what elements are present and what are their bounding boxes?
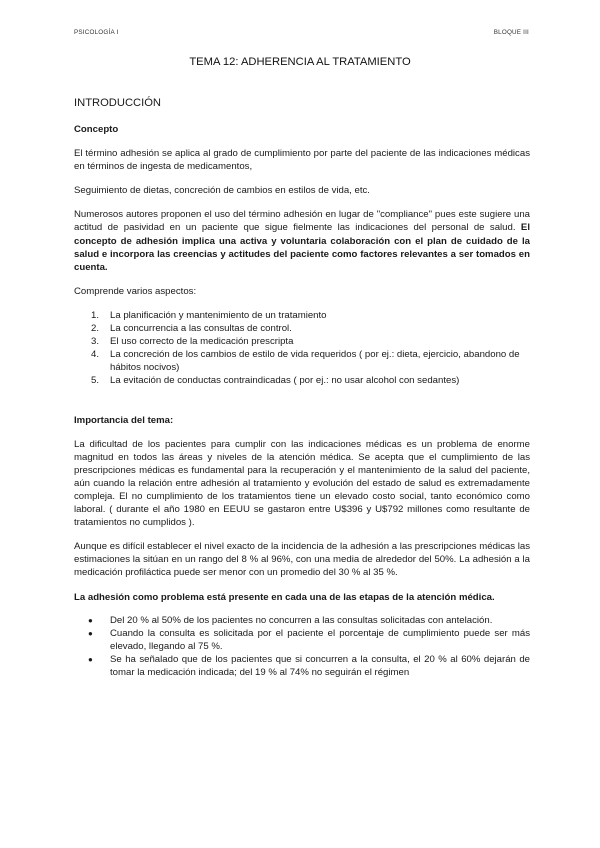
aspects-list: [74, 309, 530, 388]
list-item-text: El uso correcto de la medicación prescripta: [110, 336, 294, 348]
list-item: [74, 309, 530, 322]
list-number: 5.: [91, 375, 100, 387]
list-item-text: La planificación y mantenimiento de un tratamiento: [110, 309, 327, 321]
page-title: TEMA 12: ADHERENCIA AL TRATAMIENTO: [189, 56, 411, 68]
list-item: [74, 348, 530, 374]
bullet-icon: ●: [88, 628, 93, 638]
list-item-text: Cuando la consulta es solicitada por el paciente el porcentaje de cumplimiento puede ser más elevado, llegando al 75 %.: [110, 627, 530, 652]
bullet-icon: ●: [88, 654, 93, 664]
list-item: [74, 335, 530, 348]
paragraph-incidence: Aunque es difícil establecer el nivel exacto de la incidencia de la adhesión a las prescripciones médicas las estimaciones la sitúan en un rango del 8 % al 96%, con una media de alrededor del 50%. La adhesión a la medicación profiláctica puede ser menor con un promedio del 30 % al 35 %.: [74, 541, 530, 579]
list-item: [74, 614, 530, 627]
bullet-list: [74, 614, 530, 679]
list-item-text: La evitación de conductas contraindicadas ( por ej.: no usar alcohol con sedantes): [110, 375, 460, 387]
list-item: [74, 653, 530, 679]
list-number: 2.: [91, 323, 100, 335]
paragraph-compliance-bold: El concepto de adhesión implica una activa y voluntaria colaboración con el plan de cuidado de la salud e incorpora las creencias y actitudes del paciente como factores relevantes a ser tomados en cuenta.: [74, 222, 530, 273]
subheading-importancia: Importancia del tema:: [74, 414, 174, 426]
section-heading-introduccion: INTRODUCCIÓN: [74, 97, 162, 109]
bullet-icon: ●: [88, 615, 93, 625]
list-item-text: La concreción de los cambios de estilo de vida requeridos ( por ej.: dieta, ejercicio, abandono de hábitos nocivos): [110, 349, 520, 374]
document-body: [74, 97, 530, 679]
list-number: 1.: [91, 309, 100, 321]
paragraph-importance: La dificultad de los pacientes para cumplir con las indicaciones médicas es un problema de enorme magnitud en todos las áreas y niveles de la atención médica. Se acepta que el cumplimiento de las prescripciones médicas es fundamental para la recuperación y el mantenimiento de la salud del paciente, aún cuando la relación entre adhesión al tratamiento y evolución del estado de salud es extremadamente compleja. El no cumplimiento de los tratamientos tiene un elevado costo social, tanto económico como laboral. ( durante el año 1980 en EEUU se gastaron entre U$396 y U$792 millones como resultante de tratamientos no cumplidos ).: [74, 438, 530, 529]
paragraph-stages: La adhesión como problema está presente en cada una de las etapas de la atención médica.: [74, 591, 495, 603]
header-subject: PSICOLOGÍA I: [74, 29, 119, 36]
paragraph-compliance-text: Numerosos autores proponen el uso del término adhesión en lugar de "compliance" pues este sugiere una actitud de pasividad en un paciente que sigue fielmente las indicaciones del personal de salud.: [74, 209, 530, 234]
list-item-text: La concurrencia a las consultas de control.: [110, 323, 292, 335]
list-item-text: Se ha señalado que de los pacientes que si concurren a la consulta, el 20 % al 60% dejarán de tomar la medicación indicada; del 19 % al 74% no seguirán el régimen: [110, 653, 530, 678]
list-number: 3.: [91, 336, 100, 348]
list-item-text: Del 20 % al 50% de los pacientes no concurren a las consultas solicitadas con antelación.: [110, 614, 493, 626]
subheading-concepto: Concepto: [74, 124, 119, 135]
paragraph-examples: Seguimiento de dietas, concreción de cambios en estilos de vida, etc.: [74, 185, 370, 197]
list-item: [74, 627, 530, 653]
header-block: BLOQUE III: [493, 29, 529, 36]
paragraph-compliance: [74, 208, 530, 273]
list-item: [74, 374, 530, 387]
paragraph-aspects-intro: Comprende varios aspectos:: [74, 285, 197, 297]
paragraph-definition: El término adhesión se aplica al grado de cumplimiento por parte del paciente de las indicaciones médicas en términos de ingesta de medicamentos,: [74, 148, 530, 173]
list-number: 4.: [91, 349, 100, 361]
list-item: [74, 322, 530, 335]
